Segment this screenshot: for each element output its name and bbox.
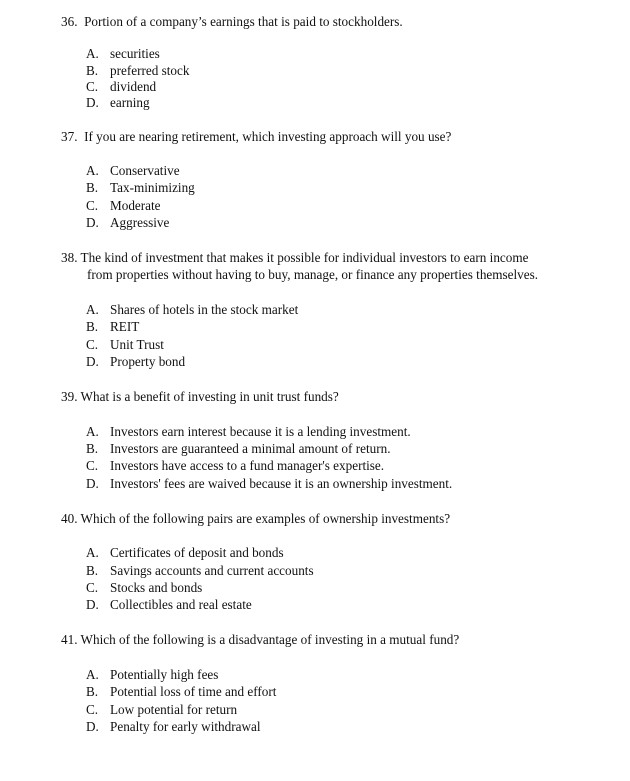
question-number: 40. [61,511,78,526]
question-stem [61,128,451,145]
question-number: 39. [61,389,78,404]
option-text: Stocks and bonds [110,580,203,595]
option-text: Investors are guaranteed a minimal amount of return. [110,441,391,456]
option-letter: A. [86,667,99,682]
option-letter: C. [86,198,99,213]
option-text: Aggressive [110,215,170,230]
question-text: Which of the following is a disadvantage of investing in a mutual fund? [80,632,460,647]
question-number: 41. [61,632,78,647]
option-text: dividend [110,79,157,94]
option-letter: B. [86,684,99,699]
option-text: Collectibles and real estate [110,597,252,612]
option-text: Certificates of deposit and bonds [110,545,284,560]
option-letter: B. [86,441,99,456]
option-letter: A. [86,424,99,439]
option-text: Unit Trust [110,337,164,352]
option-text: Potentially high fees [110,667,219,682]
option-letter: D. [86,476,99,491]
option-text: Savings accounts and current accounts [110,563,314,578]
option-text: Investors' fees are waived because it is an ownership investment. [110,476,453,491]
option-letter: B. [86,563,99,578]
option-text: Penalty for early withdrawal [110,719,261,734]
option-text: Tax-minimizing [110,180,195,195]
option-text: Conservative [110,163,180,178]
option-letter: D. [86,95,99,110]
option-letter: C. [86,458,99,473]
question-text: Portion of a company’s earnings that is paid to stockholders. [84,14,403,29]
question-text-continued: from properties without having to buy, manage, or finance any properties themselves. [87,267,539,282]
question-stem [61,510,450,527]
option-text: Moderate [110,198,161,213]
question-text: Which of the following pairs are examples of ownership investments? [80,511,451,526]
question-number: 36. [61,14,78,29]
option-text: Potential loss of time and effort [110,684,277,699]
option-letter: D. [86,719,99,734]
question-stem [61,631,459,648]
question-text: What is a benefit of investing in unit trust funds? [80,389,339,404]
option-text: REIT [110,319,140,334]
option-text: securities [110,46,160,61]
option-text: Property bond [110,354,186,369]
option-letter: A. [86,302,99,317]
question-text: If you are nearing retirement, which investing approach will you use? [84,129,452,144]
question-number: 38. [61,250,78,265]
option-letter: C. [86,79,99,94]
question-stem [61,13,403,30]
option-letter: D. [86,215,99,230]
option-letter: A. [86,545,99,560]
question-stem [61,388,339,405]
option-text: preferred stock [110,63,190,78]
option-letter: B. [86,180,99,195]
option-letter: A. [86,163,99,178]
option-text: Investors earn interest because it is a lending investment. [110,424,411,439]
option-letter: C. [86,702,99,717]
question-number: 37. [61,129,78,144]
option-text: Investors have access to a fund manager's expertise. [110,458,385,473]
option-text: Shares of hotels in the stock market [110,302,299,317]
option-letter: B. [86,319,99,334]
option-letter: A. [86,46,99,61]
question-stem [61,249,528,266]
option-letter: D. [86,354,99,369]
option-text: earning [110,95,150,110]
option-letter: C. [86,337,99,352]
option-letter: D. [86,597,99,612]
question-text: The kind of investment that makes it possible for individual investors to earn income [80,250,529,265]
option-letter: C. [86,580,99,595]
option-letter: B. [86,63,99,78]
option-text: Low potential for return [110,702,238,717]
